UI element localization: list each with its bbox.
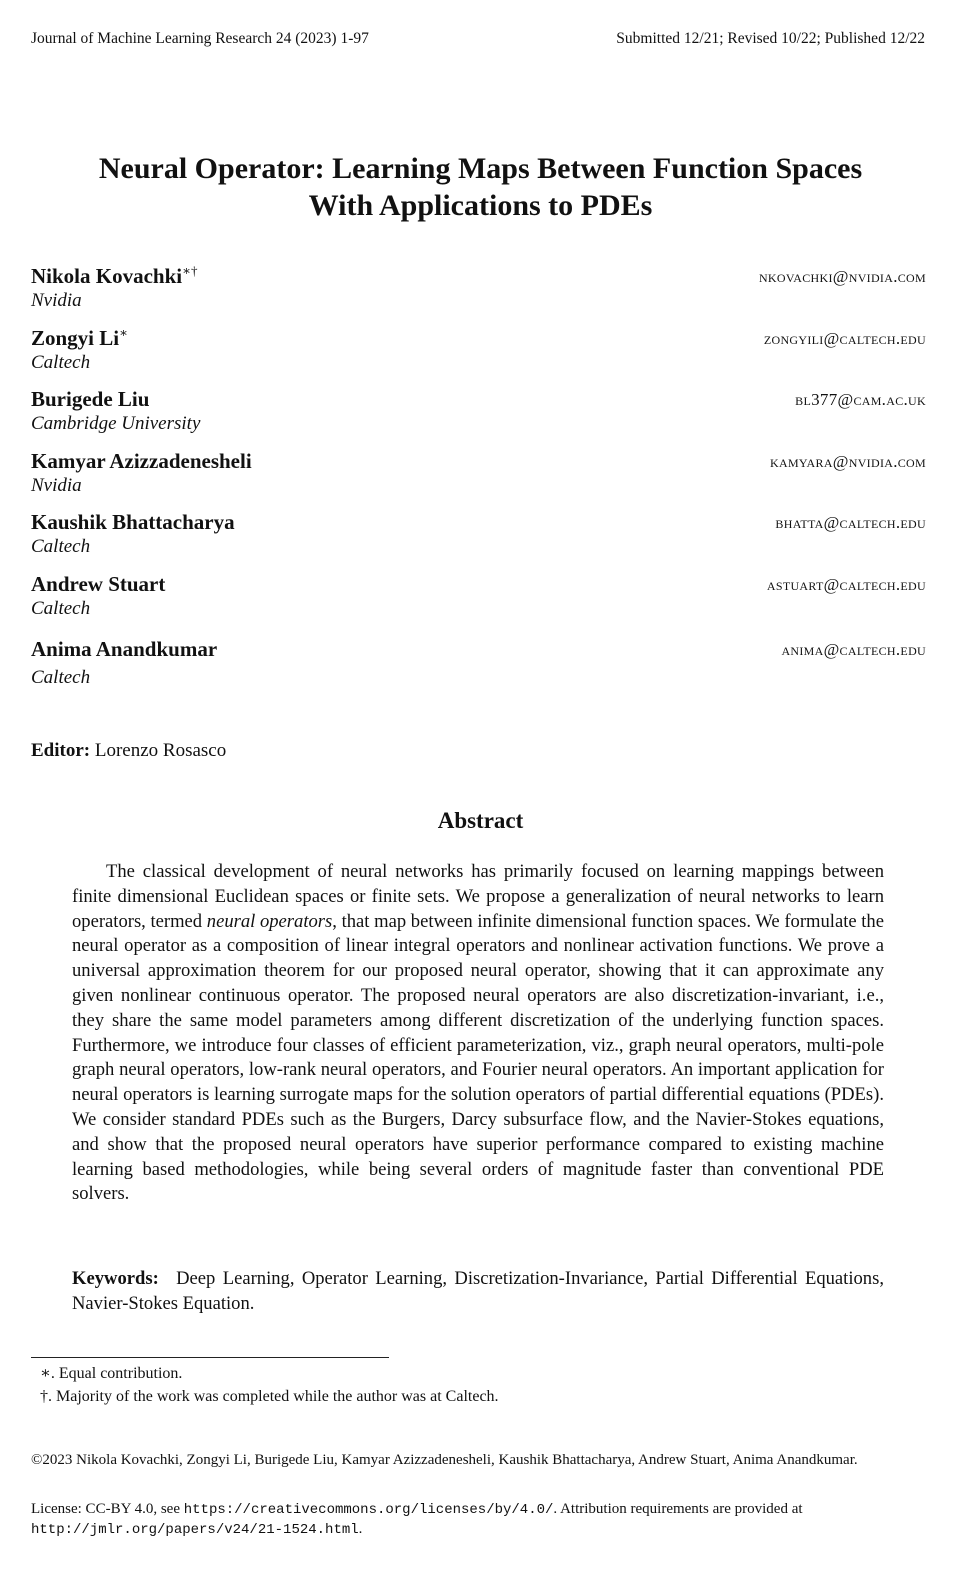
footnote-divider xyxy=(31,1357,389,1358)
author-email: bhatta@caltech.edu xyxy=(775,513,926,532)
author-affiliation: Caltech xyxy=(31,536,91,557)
footnote-mark: ∗. xyxy=(40,1365,55,1382)
abstract-text: The classical development of neural networks has primarily focused on learning mappings between finite dimensional Euclidean spaces or finite sets. We propose a generalization of neural networks to learn operators, termed neural operators, that map between infinite dimensional function spaces. We formulate the neural operator as a composition of linear integral operators and nonlinear activation functions. We prove a universal approximation theorem for our proposed neural operator, showing that it can approximate any given nonlinear continuous operator. The proposed neural operators are also discretization-invariant, i.e., they share the same model parameters among different discretization of the underlying function spaces. Furthermore, we introduce four classes of efficient parameterization, viz., graph neural operators, multi-pole graph neural operators, low-rank neural operators, and Fourier neural operators. An important application for neural operators is learning surrogate maps for the solution operators of partial differential equations (PDEs). We consider standard PDEs such as the Burgers, Darcy subsurface flow, and the Navier-Stokes equations, and show that the proposed neural operators have superior performance compared to existing machine learning based methodologies, while being several orders of magnitude faster than conventional PDE solvers. xyxy=(72,861,884,1205)
paper-link[interactable]: http://jmlr.org/papers/v24/21-1524.html xyxy=(31,1522,359,1538)
author-email: bl377@cam.ac.uk xyxy=(795,390,926,409)
author-block xyxy=(31,448,926,498)
author-block xyxy=(31,636,926,690)
editor-label: Editor: xyxy=(31,740,91,761)
author-block xyxy=(31,263,926,313)
author-name: Andrew Stuart xyxy=(31,572,166,596)
author-block xyxy=(31,325,926,375)
editor-name: Lorenzo Rosasco xyxy=(94,740,227,761)
journal-header: Journal of Machine Learning Research 24 (2023) 1-97 xyxy=(31,30,369,47)
title-line-2: With Applications to PDEs xyxy=(308,189,653,222)
author-block xyxy=(31,571,926,621)
abstract-heading: Abstract xyxy=(437,808,524,833)
author-email: nkovachki@nvidia.com xyxy=(758,267,926,286)
title-line-1: Neural Operator: Learning Maps Between Function Spaces xyxy=(98,152,863,185)
copyright-notice: ©2023 Nikola Kovachki, Zongyi Li, Burigede Liu, Kamyar Azizzadenesheli, Kaushik Bhattacharya, Andrew Stuart, Anima Anandkumar. xyxy=(31,1452,858,1468)
paper-title xyxy=(0,150,961,224)
author-name: Kaushik Bhattacharya xyxy=(31,510,235,534)
keywords-text: Deep Learning, Operator Learning, Discretization-Invariance, Partial Differential Equations, Navier-Stokes Equation. xyxy=(72,1268,884,1314)
author-name: Zongyi Li xyxy=(31,326,120,350)
author-block xyxy=(31,509,926,559)
author-name: Kamyar Azizzadenesheli xyxy=(31,449,252,473)
author-affiliation: Caltech xyxy=(31,598,91,619)
author-email: zongyili@caltech.edu xyxy=(763,329,926,348)
keywords-label: Keywords: xyxy=(72,1268,159,1289)
author-affiliation: Caltech xyxy=(31,667,91,688)
author-email: anima@caltech.edu xyxy=(781,640,926,659)
author-email: astuart@caltech.edu xyxy=(766,575,926,594)
abstract-emphasis: neural operators xyxy=(206,910,333,932)
author-name: Nikola Kovachki xyxy=(31,264,183,288)
footnote xyxy=(40,1387,499,1407)
editor-line xyxy=(31,740,226,762)
submission-dates: Submitted 12/21; Revised 10/22; Published 12/22 xyxy=(616,30,925,47)
author-name: Anima Anandkumar xyxy=(31,637,218,661)
author-marks: ∗† xyxy=(182,263,198,278)
footnote-mark: †. xyxy=(40,1388,52,1405)
footnote xyxy=(40,1364,182,1384)
footnote-text: Equal contribution. xyxy=(58,1365,183,1382)
keywords xyxy=(72,1267,884,1317)
author-block xyxy=(31,386,926,436)
author-email: kamyara@nvidia.com xyxy=(770,452,926,471)
author-affiliation: Nvidia xyxy=(31,475,82,496)
author-affiliation: Cambridge University xyxy=(31,413,201,434)
author-affiliation: Caltech xyxy=(31,352,91,373)
author-marks: ∗ xyxy=(119,325,128,340)
author-name: Burigede Liu xyxy=(31,387,150,411)
license-link[interactable]: https://creativecommons.org/licenses/by/4.0/ xyxy=(183,1502,554,1518)
author-affiliation: Nvidia xyxy=(31,290,82,311)
footnote-text: Majority of the work was completed while the author was at Caltech. xyxy=(56,1388,499,1405)
license-notice: License: CC-BY 4.0, see https://creativecommons.org/licenses/by/4.0/. Attribution requirements are provided at http://jmlr.org/papers/v24/21-1524.html. xyxy=(31,1501,803,1538)
